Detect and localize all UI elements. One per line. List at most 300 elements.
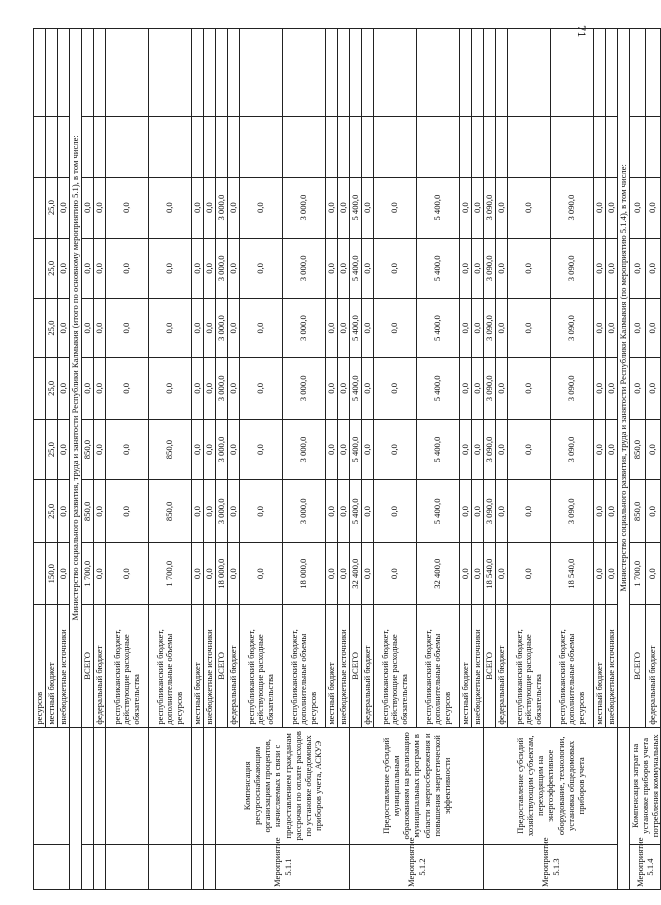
- value-cell: 32 400,0: [350, 543, 362, 605]
- value-cell: 0,0: [326, 543, 338, 605]
- value-cell: 3 000,0: [216, 299, 228, 358]
- empty-cell: [204, 844, 216, 889]
- value-cell: 0,0: [508, 177, 551, 238]
- value-cell: 3 000,0: [283, 357, 326, 419]
- empty-cell: [472, 29, 484, 117]
- value-cell: 0,0: [496, 299, 508, 358]
- value-cell: 0,0: [508, 357, 551, 419]
- funding-source: федеральный бюджет: [496, 605, 508, 728]
- value-cell: 0,0: [58, 419, 70, 480]
- funding-source: ВСЕГО: [216, 605, 228, 728]
- value-cell: 0,0: [149, 299, 192, 358]
- value-cell: 3 000,0: [216, 480, 228, 543]
- value-cell: [34, 238, 46, 299]
- value-cell: 0,0: [496, 419, 508, 480]
- funding-source: ресурсов: [34, 605, 46, 728]
- value-cell: 3 090,0: [551, 480, 594, 543]
- table-row: [484, 29, 496, 890]
- value-cell: 0,0: [106, 299, 149, 358]
- value-cell: 5 400,0: [350, 419, 362, 480]
- value-cell: 3 090,0: [484, 480, 496, 543]
- value-cell: 0,0: [472, 419, 484, 480]
- value-cell: 0,0: [630, 299, 646, 358]
- table-row: [350, 29, 362, 890]
- empty-cell: [106, 727, 149, 844]
- value-cell: 3 000,0: [216, 419, 228, 480]
- value-cell: 0,0: [192, 299, 204, 358]
- empty-cell: [240, 117, 283, 178]
- funding-source: внебюджетные источники: [472, 605, 484, 728]
- table-row: [149, 29, 192, 890]
- empty-cell: [216, 117, 228, 178]
- value-cell: [34, 480, 46, 543]
- value-cell: 0,0: [630, 238, 646, 299]
- value-cell: 3 090,0: [484, 177, 496, 238]
- value-cell: 0,0: [645, 357, 661, 419]
- funding-source: федеральный бюджет: [94, 605, 106, 728]
- empty-cell: [326, 29, 338, 117]
- value-cell: 0,0: [594, 543, 606, 605]
- value-cell: 25,0: [46, 238, 58, 299]
- empty-cell: [338, 117, 350, 178]
- value-cell: 0,0: [594, 357, 606, 419]
- value-cell: 0,0: [106, 177, 149, 238]
- empty-cell: [645, 29, 661, 117]
- value-cell: 0,0: [630, 177, 646, 238]
- value-cell: 0,0: [338, 543, 350, 605]
- value-cell: 0,0: [58, 480, 70, 543]
- value-cell: 0,0: [362, 177, 374, 238]
- value-cell: 18 540,0: [484, 543, 496, 605]
- measure-name: Предоставление субсидий хозяйствующим субъектам, переходящим на энергоэффективное оборудование, технологии, установка общедомовых приборов учета: [484, 727, 618, 844]
- value-cell: 0,0: [508, 299, 551, 358]
- empty-cell: [94, 29, 106, 117]
- value-cell: 25,0: [46, 177, 58, 238]
- empty-cell: [82, 844, 94, 889]
- value-cell: 0,0: [326, 299, 338, 358]
- measure-name: Компенсация ресурсоснабжающим организациям процентов, начисляемых в связи с предоставлением гражданам рассрочки по оплате расходов по установке общедомовых приборов учета, АСКУЭ: [216, 727, 350, 844]
- value-cell: 0,0: [82, 357, 94, 419]
- empty-cell: [82, 117, 94, 178]
- empty-cell: [508, 29, 551, 117]
- value-cell: 0,0: [594, 419, 606, 480]
- value-cell: 18 540,0: [551, 543, 594, 605]
- value-cell: 0,0: [228, 480, 240, 543]
- empty-cell: [192, 117, 204, 178]
- value-cell: 0,0: [606, 177, 618, 238]
- funding-source: федеральный бюджет: [645, 605, 661, 728]
- value-cell: 850,0: [82, 480, 94, 543]
- empty-cell: [472, 117, 484, 178]
- value-cell: 0,0: [58, 543, 70, 605]
- empty-cell: [58, 117, 70, 178]
- value-cell: 0,0: [338, 480, 350, 543]
- value-cell: 0,0: [94, 299, 106, 358]
- value-cell: 5 400,0: [417, 238, 460, 299]
- value-cell: 32 400,0: [417, 543, 460, 605]
- table-row: [630, 29, 646, 890]
- value-cell: 0,0: [496, 238, 508, 299]
- empty-cell: [106, 844, 149, 889]
- empty-cell: [204, 117, 216, 178]
- value-cell: 0,0: [326, 357, 338, 419]
- value-cell: 0,0: [362, 357, 374, 419]
- value-cell: 0,0: [192, 419, 204, 480]
- value-cell: 0,0: [460, 177, 472, 238]
- empty-cell: [204, 29, 216, 117]
- value-cell: 0,0: [362, 238, 374, 299]
- table-row: [106, 29, 149, 890]
- value-cell: 0,0: [204, 480, 216, 543]
- value-cell: 0,0: [362, 543, 374, 605]
- empty-cell: [34, 29, 46, 117]
- empty-cell: [149, 727, 192, 844]
- value-cell: 0,0: [645, 419, 661, 480]
- value-cell: 0,0: [106, 419, 149, 480]
- value-cell: 18 000,0: [283, 543, 326, 605]
- value-cell: 0,0: [496, 357, 508, 419]
- value-cell: 0,0: [326, 480, 338, 543]
- empty-cell: [484, 29, 496, 117]
- value-cell: 0,0: [594, 238, 606, 299]
- value-cell: 0,0: [204, 543, 216, 605]
- empty-cell: [58, 29, 70, 117]
- value-cell: 0,0: [362, 480, 374, 543]
- empty-cell: [46, 117, 58, 178]
- empty-cell: [204, 727, 216, 844]
- value-cell: 0,0: [645, 238, 661, 299]
- value-cell: 0,0: [606, 419, 618, 480]
- value-cell: 150,0: [46, 543, 58, 605]
- value-cell: 0,0: [58, 357, 70, 419]
- value-cell: 5 400,0: [350, 299, 362, 358]
- value-cell: 3 090,0: [551, 419, 594, 480]
- value-cell: 5 400,0: [350, 357, 362, 419]
- funding-source: республиканский бюджет, дополнительные объемы ресурсов: [283, 605, 326, 728]
- value-cell: 0,0: [240, 357, 283, 419]
- funding-source: местный бюджет: [192, 605, 204, 728]
- funding-source: республиканский бюджет, дополнительные объемы ресурсов: [551, 605, 594, 728]
- value-cell: 0,0: [645, 177, 661, 238]
- value-cell: 0,0: [228, 543, 240, 605]
- value-cell: 3 090,0: [484, 299, 496, 358]
- funding-source: федеральный бюджет: [362, 605, 374, 728]
- empty-cell: [496, 29, 508, 117]
- empty-cell: [34, 844, 70, 889]
- value-cell: 25,0: [46, 480, 58, 543]
- value-cell: 3 090,0: [551, 238, 594, 299]
- table-row: [34, 29, 46, 890]
- value-cell: 0,0: [374, 480, 417, 543]
- empty-cell: [228, 117, 240, 178]
- value-cell: 0,0: [508, 419, 551, 480]
- value-cell: 0,0: [204, 299, 216, 358]
- empty-cell: [192, 844, 204, 889]
- funding-source: республиканский бюджет, действующие расходные обязательства: [106, 605, 149, 728]
- value-cell: 0,0: [338, 299, 350, 358]
- empty-cell: [283, 117, 326, 178]
- value-cell: 0,0: [240, 238, 283, 299]
- value-cell: 0,0: [94, 543, 106, 605]
- value-cell: 0,0: [645, 543, 661, 605]
- section-title: Министерство социального развития, труда и занятости Республики Калмыкия (итого по основному мероприятию 5.1), в том числе:: [70, 29, 82, 728]
- empty-cell: [228, 29, 240, 117]
- funding-source: республиканский бюджет, действующие расходные обязательства: [374, 605, 417, 728]
- measure-name: Предоставление субсидий муниципальным образованиям на реализацию муниципальных программ в области энергосбережения и повышения энергетической эффективности: [350, 727, 484, 844]
- value-cell: 0,0: [496, 543, 508, 605]
- funding-source: местный бюджет: [46, 605, 58, 728]
- value-cell: 0,0: [460, 238, 472, 299]
- empty-cell: [149, 29, 192, 117]
- empty-cell: [94, 117, 106, 178]
- value-cell: 0,0: [508, 543, 551, 605]
- value-cell: 3 000,0: [216, 238, 228, 299]
- funding-source: республиканский бюджет, дополнительные объемы ресурсов: [149, 605, 192, 728]
- funding-source: федеральный бюджет: [228, 605, 240, 728]
- value-cell: 0,0: [606, 299, 618, 358]
- value-cell: 0,0: [192, 357, 204, 419]
- value-cell: 0,0: [374, 177, 417, 238]
- value-cell: 0,0: [338, 177, 350, 238]
- value-cell: 3 090,0: [551, 299, 594, 358]
- value-cell: 0,0: [374, 543, 417, 605]
- page-number: 71: [575, 25, 586, 38]
- empty-cell: [34, 727, 70, 844]
- value-cell: 0,0: [460, 357, 472, 419]
- value-cell: 0,0: [496, 177, 508, 238]
- value-cell: 0,0: [106, 480, 149, 543]
- table-row: [204, 29, 216, 890]
- value-cell: 0,0: [508, 480, 551, 543]
- value-cell: 0,0: [472, 299, 484, 358]
- empty-cell: [338, 29, 350, 117]
- value-cell: 0,0: [326, 419, 338, 480]
- empty-cell: [508, 117, 551, 178]
- value-cell: 0,0: [362, 299, 374, 358]
- value-cell: 0,0: [204, 357, 216, 419]
- value-cell: 0,0: [240, 299, 283, 358]
- value-cell: 0,0: [149, 357, 192, 419]
- value-cell: 0,0: [326, 177, 338, 238]
- value-cell: [34, 299, 46, 358]
- empty-cell: [149, 844, 192, 889]
- value-cell: 0,0: [472, 357, 484, 419]
- empty-cell: [326, 117, 338, 178]
- value-cell: 0,0: [472, 238, 484, 299]
- empty-cell: [630, 29, 646, 117]
- table-row: [192, 29, 204, 890]
- budget-table: [33, 28, 661, 890]
- empty-cell: [551, 29, 594, 117]
- measure-label: Мероприятие 5.1.3: [484, 844, 618, 889]
- value-cell: 0,0: [472, 543, 484, 605]
- empty-cell: [362, 117, 374, 178]
- value-cell: 3 000,0: [216, 177, 228, 238]
- empty-cell: [94, 727, 106, 844]
- value-cell: 0,0: [645, 480, 661, 543]
- value-cell: 5 400,0: [417, 299, 460, 358]
- value-cell: 0,0: [594, 299, 606, 358]
- funding-source: внебюджетные источники: [204, 605, 216, 728]
- empty-cell: [70, 727, 82, 889]
- value-cell: 0,0: [192, 480, 204, 543]
- empty-cell: [618, 727, 630, 889]
- value-cell: 3 000,0: [283, 480, 326, 543]
- value-cell: 5 400,0: [350, 480, 362, 543]
- funding-source: внебюджетные источники: [338, 605, 350, 728]
- value-cell: 850,0: [630, 419, 646, 480]
- value-cell: 5 400,0: [417, 480, 460, 543]
- value-cell: 0,0: [374, 299, 417, 358]
- value-cell: 0,0: [630, 357, 646, 419]
- value-cell: [34, 177, 46, 238]
- funding-source: внебюджетные источники: [606, 605, 618, 728]
- value-cell: 1 700,0: [82, 543, 94, 605]
- value-cell: [34, 419, 46, 480]
- value-cell: 0,0: [496, 480, 508, 543]
- value-cell: 18 000,0: [216, 543, 228, 605]
- measure-label: Мероприятие 5.1.2: [350, 844, 484, 889]
- value-cell: 0,0: [338, 357, 350, 419]
- value-cell: 0,0: [606, 480, 618, 543]
- empty-cell: [149, 117, 192, 178]
- value-cell: 0,0: [240, 177, 283, 238]
- value-cell: 3 090,0: [484, 419, 496, 480]
- value-cell: 0,0: [94, 357, 106, 419]
- value-cell: 0,0: [374, 357, 417, 419]
- value-cell: 0,0: [472, 177, 484, 238]
- value-cell: 0,0: [106, 543, 149, 605]
- value-cell: 0,0: [472, 480, 484, 543]
- value-cell: 25,0: [46, 357, 58, 419]
- funding-source: внебюджетные источники: [58, 605, 70, 728]
- value-cell: 5 400,0: [417, 419, 460, 480]
- value-cell: 0,0: [106, 238, 149, 299]
- value-cell: 0,0: [326, 238, 338, 299]
- measure-label: Мероприятие 5.1.4: [630, 844, 661, 889]
- value-cell: 0,0: [192, 238, 204, 299]
- value-cell: 0,0: [594, 177, 606, 238]
- funding-source: местный бюджет: [460, 605, 472, 728]
- value-cell: 850,0: [82, 419, 94, 480]
- value-cell: 0,0: [508, 238, 551, 299]
- value-cell: [34, 357, 46, 419]
- empty-cell: [417, 29, 460, 117]
- value-cell: 1 700,0: [630, 543, 646, 605]
- value-cell: 0,0: [192, 177, 204, 238]
- value-cell: 25,0: [46, 299, 58, 358]
- empty-cell: [283, 29, 326, 117]
- value-cell: 0,0: [94, 480, 106, 543]
- value-cell: 5 400,0: [417, 177, 460, 238]
- value-cell: 0,0: [240, 543, 283, 605]
- value-cell: 0,0: [460, 543, 472, 605]
- empty-cell: [94, 844, 106, 889]
- empty-cell: [192, 29, 204, 117]
- empty-cell: [350, 29, 362, 117]
- value-cell: 3 000,0: [283, 238, 326, 299]
- value-cell: 0,0: [192, 543, 204, 605]
- value-cell: 850,0: [630, 480, 646, 543]
- value-cell: 0,0: [58, 238, 70, 299]
- value-cell: 0,0: [106, 357, 149, 419]
- value-cell: 0,0: [94, 419, 106, 480]
- empty-cell: [106, 117, 149, 178]
- value-cell: 5 400,0: [350, 177, 362, 238]
- empty-cell: [460, 29, 472, 117]
- empty-cell: [82, 727, 94, 844]
- empty-cell: [551, 117, 594, 178]
- empty-cell: [606, 29, 618, 117]
- funding-source: ВСЕГО: [350, 605, 362, 728]
- value-cell: 0,0: [240, 480, 283, 543]
- value-cell: 0,0: [58, 177, 70, 238]
- empty-cell: [594, 117, 606, 178]
- empty-cell: [46, 29, 58, 117]
- value-cell: 5 400,0: [350, 238, 362, 299]
- value-cell: 3 000,0: [283, 177, 326, 238]
- empty-cell: [240, 29, 283, 117]
- value-cell: 0,0: [645, 299, 661, 358]
- value-cell: [34, 543, 46, 605]
- value-cell: 0,0: [228, 419, 240, 480]
- value-cell: 0,0: [204, 419, 216, 480]
- value-cell: 0,0: [149, 238, 192, 299]
- empty-cell: [216, 29, 228, 117]
- value-cell: 0,0: [82, 299, 94, 358]
- value-cell: 0,0: [228, 299, 240, 358]
- value-cell: 0,0: [94, 238, 106, 299]
- value-cell: 0,0: [58, 299, 70, 358]
- value-cell: 0,0: [82, 238, 94, 299]
- funding-source: республиканский бюджет, дополнительные объемы ресурсов: [417, 605, 460, 728]
- empty-cell: [496, 117, 508, 178]
- table-row: [82, 29, 94, 890]
- value-cell: 25,0: [46, 419, 58, 480]
- empty-cell: [34, 117, 46, 178]
- value-cell: 0,0: [460, 299, 472, 358]
- value-cell: 0,0: [460, 480, 472, 543]
- empty-cell: [606, 117, 618, 178]
- value-cell: 3 090,0: [551, 177, 594, 238]
- value-cell: 0,0: [606, 238, 618, 299]
- section-title: Министерство социального развития, труда и занятости Республики Калмыкия (по мероприятию 5.1.4), в том числе:: [618, 29, 630, 728]
- empty-cell: [362, 29, 374, 117]
- table-row: [216, 29, 228, 890]
- value-cell: 0,0: [374, 238, 417, 299]
- empty-cell: [484, 117, 496, 178]
- value-cell: 3 090,0: [484, 238, 496, 299]
- empty-cell: [106, 29, 149, 117]
- empty-cell: [350, 117, 362, 178]
- value-cell: 3 090,0: [551, 357, 594, 419]
- empty-cell: [460, 117, 472, 178]
- value-cell: 0,0: [228, 238, 240, 299]
- value-cell: 0,0: [460, 419, 472, 480]
- funding-source: республиканский бюджет, действующие расходные обязательства: [240, 605, 283, 728]
- empty-cell: [82, 29, 94, 117]
- value-cell: 0,0: [606, 357, 618, 419]
- funding-source: республиканский бюджет, действующие расходные обязательства: [508, 605, 551, 728]
- value-cell: 0,0: [338, 238, 350, 299]
- funding-source: местный бюджет: [326, 605, 338, 728]
- funding-source: ВСЕГО: [484, 605, 496, 728]
- section-row: [618, 29, 630, 890]
- empty-cell: [594, 29, 606, 117]
- section-row: [70, 29, 82, 890]
- value-cell: 0,0: [149, 177, 192, 238]
- value-cell: 1 700,0: [149, 543, 192, 605]
